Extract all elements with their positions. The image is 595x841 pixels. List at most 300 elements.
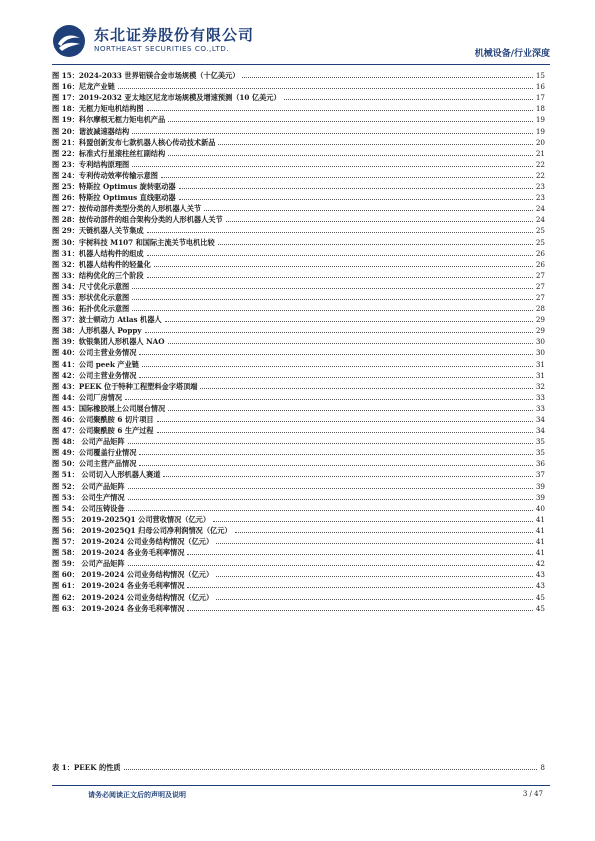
toc-figure-entry[interactable] — [52, 214, 545, 225]
toc-entry-label — [52, 425, 154, 436]
toc-entry-number: 图 27： — [52, 204, 79, 214]
toc-entry-page: 37 — [535, 470, 545, 480]
toc-leader-dots — [168, 409, 533, 411]
toc-entry-label — [52, 181, 176, 192]
toc-entry-number: 图 45： — [52, 403, 79, 413]
toc-figure-entry[interactable] — [52, 447, 545, 458]
toc-figure-entry[interactable] — [52, 370, 545, 381]
toc-figure-entry[interactable] — [52, 181, 545, 192]
header-divider — [52, 64, 550, 65]
toc-entry-page: 19 — [535, 126, 545, 136]
toc-entry-number: 图 21： — [52, 137, 79, 147]
toc-entry-label — [52, 392, 122, 403]
toc-entry-label — [52, 359, 139, 370]
toc-figure-entry[interactable] — [52, 558, 545, 569]
toc-leader-dots — [179, 198, 533, 200]
toc-leader-dots — [132, 298, 533, 300]
toc-figure-entry[interactable] — [52, 270, 545, 281]
toc-entry-page: 19 — [535, 115, 545, 125]
toc-entry-page: 30 — [535, 337, 545, 347]
toc-leader-dots — [168, 342, 533, 344]
toc-entry-page: 23 — [535, 182, 545, 192]
toc-entry-label — [52, 270, 144, 281]
toc-leader-dots — [187, 586, 532, 588]
disclaimer-note: 请务必阅读正文后的声明及说明 — [88, 791, 186, 799]
toc-entry-number: 图 33： — [52, 270, 79, 280]
toc-entry-title: 无框力矩电机结构图 — [78, 104, 144, 114]
toc-entry-page: 41 — [535, 514, 545, 524]
toc-entry-label — [52, 580, 184, 591]
toc-entry-label — [52, 525, 232, 536]
toc-entry-title: 公司覆盖行业情况 — [78, 448, 137, 458]
toc-entry-title: 按传动部件类型分类的人形机器人关节 — [78, 204, 202, 214]
toc-entry-number: 图 63： — [52, 603, 79, 613]
toc-entry-number: 图 46： — [52, 415, 79, 424]
toc-leader-dots — [168, 120, 533, 122]
toc-entry-number: 图 55： — [52, 514, 79, 524]
toc-figure-entry[interactable] — [52, 292, 545, 303]
toc-leader-dots — [132, 132, 533, 134]
toc-entry-page: 24 — [535, 204, 545, 214]
toc-leader-dots — [168, 154, 533, 156]
toc-entry-title: 公司厂房情况 — [78, 392, 123, 402]
toc-entry-number: 图 43： — [52, 381, 79, 391]
toc-entry-title: 标准式行星滚柱丝杠副结构 — [78, 148, 166, 158]
toc-entry-title: 2019-2024 各业务毛利率情况 — [78, 581, 185, 591]
toc-leader-dots — [187, 609, 532, 611]
toc-figure-entry[interactable] — [52, 225, 545, 236]
toc-entry-page: 35 — [535, 437, 545, 447]
toc-entry-number: 图 23： — [52, 159, 79, 169]
toc-entry-page: 31 — [535, 359, 545, 369]
toc-leader-dots — [132, 309, 533, 311]
toc-entry-title: 公司产品矩阵 — [78, 559, 125, 569]
toc-leader-dots — [132, 287, 533, 289]
toc-entry-page: 40 — [535, 503, 545, 513]
toc-leader-dots — [179, 187, 533, 189]
toc-entry-page: 32 — [535, 381, 545, 391]
toc-figure-entry[interactable] — [52, 480, 545, 491]
toc-figure-entry[interactable] — [52, 347, 545, 358]
toc-leader-dots — [154, 265, 533, 267]
toc-leader-dots — [226, 220, 533, 222]
toc-entry-title: 2024-2033 世界铝镁合金市场规模（十亿美元） — [78, 71, 240, 81]
toc-entry-page: 36 — [535, 459, 545, 469]
toc-entry-page: 35 — [535, 448, 545, 458]
toc-entry-label — [52, 492, 125, 503]
toc-leader-dots — [125, 398, 533, 400]
toc-entry-number: 图 28： — [52, 215, 79, 225]
page-number: 3 / 47 — [522, 790, 543, 798]
company-logo-icon — [52, 24, 86, 58]
toc-entry-label — [52, 514, 210, 525]
toc-entry-label — [52, 447, 136, 458]
toc-figure-entry[interactable] — [52, 159, 545, 170]
company-name-cn: 东北证券股份有限公司 — [94, 26, 255, 44]
toc-entry-number: 图 44： — [52, 392, 79, 402]
toc-entry-page: 25 — [535, 226, 545, 236]
toc-entry-page: 42 — [535, 559, 545, 569]
toc-leader-dots — [157, 431, 533, 433]
toc-entry-label — [52, 314, 162, 325]
toc-figure-entry[interactable] — [52, 170, 545, 181]
toc-entry-title: 公司主营业务情况 — [78, 370, 137, 380]
toc-entry-number: 图 19： — [52, 115, 79, 125]
toc-entry-title: 公司 peek 产业链 — [78, 359, 139, 369]
toc-entry-number: 图 56： — [52, 525, 79, 535]
toc-entry-title: 科盟创新发布七款机器人核心传动技术新品 — [78, 137, 216, 147]
toc-entry-title: 专利传动效率传输示意图 — [78, 170, 158, 180]
toc-entry-title: 公司聚酰胺 6 切片项目 — [78, 415, 154, 424]
toc-leader-dots — [128, 564, 533, 566]
toc-leader-dots — [147, 276, 533, 278]
toc-entry-title: 公司聚酰胺 6 生产过程 — [78, 426, 154, 436]
toc-entry-label — [52, 137, 215, 148]
toc-entry-page: 43 — [535, 581, 545, 591]
toc-figure-entry[interactable] — [52, 70, 545, 81]
toc-entry-number: 图 49： — [52, 448, 79, 458]
toc-entry-page: 23 — [535, 193, 545, 203]
toc-entry-page: 34 — [535, 415, 545, 424]
toc-figure-entry[interactable] — [52, 414, 545, 425]
toc-entry-page: 41 — [535, 525, 545, 535]
toc-figure-entry[interactable] — [52, 469, 545, 480]
toc-entry-number: 图 26： — [52, 193, 79, 203]
toc-entry-page: 41 — [535, 537, 545, 547]
toc-entry-number: 图 41： — [52, 359, 79, 369]
toc-entry-label — [52, 159, 129, 170]
toc-entry-number: 图 15： — [52, 71, 79, 81]
toc-entry-number: 图 61： — [52, 581, 79, 591]
toc-figure-entry[interactable] — [52, 325, 545, 336]
toc-leader-dots — [142, 365, 533, 367]
toc-leader-dots — [139, 464, 532, 466]
toc-entry-label — [52, 436, 125, 447]
toc-figure-entry[interactable] — [52, 259, 545, 270]
toc-entry-title: 2019-2032 亚太地区尼龙市场规模及增速预测（10 亿美元） — [78, 93, 281, 103]
toc-entry-label — [52, 292, 129, 303]
toc-entry-title: 2019-2024 公司业务结构情况（亿元） — [78, 537, 214, 547]
toc-entry-title: 人形机器人 Poppy — [78, 326, 142, 336]
toc-entry-title: 波士顿动力 Atlas 机器人 — [78, 315, 162, 325]
company-name-en: NORTHEAST SECURITIES CO.,LTD. — [94, 44, 230, 53]
toc-entry-number: 图 30： — [52, 237, 79, 247]
toc-entry-number: 图 57： — [52, 537, 79, 547]
toc-entry-title: 公司主营业务情况 — [78, 348, 137, 358]
toc-figure-entry[interactable] — [52, 569, 545, 580]
toc-leader-dots — [128, 487, 533, 489]
toc-entry-page: 20 — [535, 137, 545, 147]
toc-leader-dots — [147, 109, 533, 111]
figure-list — [52, 70, 545, 614]
toc-entry-label — [52, 303, 129, 314]
toc-leader-dots — [216, 542, 533, 544]
toc-entry-number: 表 1： — [52, 763, 74, 773]
toc-entry-title: 公司切入人形机器人赛道 — [78, 470, 161, 480]
toc-entry-title: 机器人结构件的组成 — [78, 248, 144, 258]
toc-entry-number: 图 58： — [52, 548, 79, 558]
toc-leader-dots — [187, 553, 532, 555]
toc-entry-number: 图 39： — [52, 337, 79, 347]
table-list — [52, 762, 545, 773]
toc-entry-page: 29 — [535, 326, 545, 336]
toc-entry-page: 39 — [535, 481, 545, 491]
toc-entry-number: 图 60： — [52, 570, 79, 580]
toc-leader-dots — [128, 509, 533, 511]
toc-figure-entry[interactable] — [52, 591, 545, 602]
toc-entry-title: 谐波减速器结构 — [78, 126, 130, 136]
toc-entry-number: 图 32： — [52, 259, 79, 269]
toc-entry-number: 图 20： — [52, 126, 79, 136]
toc-leader-dots — [216, 598, 533, 600]
toc-entry-page: 16 — [535, 82, 545, 92]
toc-entry-title: 尼龙产业链 — [78, 82, 115, 92]
toc-entry-page: 39 — [535, 492, 545, 502]
toc-entry-number: 图 18： — [52, 104, 79, 114]
toc-entry-label — [52, 203, 201, 214]
toc-entry-title: 天链机器人关节集成 — [78, 226, 144, 236]
toc-entry-number: 图 59： — [52, 559, 79, 569]
toc-entry-page: 41 — [535, 548, 545, 558]
toc-figure-entry[interactable] — [52, 403, 545, 414]
toc-entry-number: 图 22： — [52, 148, 79, 158]
toc-entry-title: 机器人结构件的轻量化 — [78, 259, 151, 269]
toc-entry-number: 图 40： — [52, 348, 79, 358]
toc-entry-title: 2019-2024 各业务毛利率情况 — [78, 603, 185, 613]
toc-figure-entry[interactable] — [52, 547, 545, 558]
toc-entry-number: 图 38： — [52, 326, 79, 336]
toc-entry-title: 2019-2024 公司业务结构情况（亿元） — [78, 592, 214, 602]
toc-leader-dots — [218, 243, 533, 245]
toc-leader-dots — [284, 98, 533, 100]
toc-leader-dots — [218, 143, 532, 145]
toc-entry-title: 公司生产情况 — [78, 492, 125, 502]
toc-entry-label — [52, 603, 184, 614]
toc-figure-entry[interactable] — [52, 392, 545, 403]
toc-entry-title: 2019-2025Q1 归母公司净利润情况（亿元） — [78, 525, 232, 535]
toc-entry-label — [52, 481, 125, 492]
toc-entry-label — [52, 237, 215, 248]
toc-entry-number: 图 29： — [52, 226, 79, 236]
toc-entry-number: 图 42： — [52, 370, 79, 380]
toc-entry-title: 2019-2024 各业务毛利率情况 — [78, 548, 185, 558]
toc-entry-label — [52, 414, 154, 425]
toc-entry-number: 图 54： — [52, 503, 79, 513]
toc-leader-dots — [204, 209, 533, 211]
toc-entry-title: 公司产品矩阵 — [78, 437, 125, 447]
toc-entry-number: 图 25： — [52, 182, 79, 192]
toc-leader-dots — [124, 768, 538, 770]
toc-entry-number: 图 62： — [52, 592, 79, 602]
toc-entry-page: 21 — [535, 148, 545, 158]
toc-figure-entry[interactable] — [52, 203, 545, 214]
toc-entry-page: 27 — [535, 270, 545, 280]
toc-entry-label — [52, 503, 125, 514]
toc-entry-page: 34 — [535, 426, 545, 436]
toc-entry-number: 图 51： — [52, 470, 79, 480]
toc-figure-entry[interactable] — [52, 492, 545, 503]
toc-figure-entry[interactable] — [52, 458, 545, 469]
toc-figure-entry[interactable] — [52, 603, 545, 614]
toc-entry-page: 25 — [535, 237, 545, 247]
toc-figure-entry[interactable] — [52, 192, 545, 203]
toc-figure-entry[interactable] — [52, 248, 545, 259]
toc-entry-page: 43 — [535, 570, 545, 580]
toc-entry-label — [52, 92, 281, 103]
toc-entry-number: 图 34： — [52, 281, 79, 291]
toc-entry-label — [52, 536, 213, 547]
toc-entry-page: 30 — [535, 348, 545, 358]
toc-entry-label — [52, 114, 165, 125]
toc-entry-page: 17 — [535, 93, 545, 103]
toc-leader-dots — [163, 475, 532, 477]
toc-entry-label — [52, 458, 136, 469]
toc-figure-entry[interactable] — [52, 425, 545, 436]
toc-leader-dots — [242, 76, 532, 78]
toc-leader-dots — [216, 575, 533, 577]
toc-entry-label — [52, 469, 160, 480]
toc-figure-entry[interactable] — [52, 503, 545, 514]
toc-entry-label — [52, 403, 165, 414]
toc-entry-page: 29 — [535, 315, 545, 325]
toc-leader-dots — [161, 176, 533, 178]
toc-entry-label — [52, 248, 144, 259]
toc-entry-number: 图 16： — [52, 82, 79, 92]
toc-entry-label — [52, 170, 158, 181]
toc-figure-entry[interactable] — [52, 580, 545, 591]
toc-figure-entry[interactable] — [52, 303, 545, 314]
toc-entry-label — [52, 336, 165, 347]
toc-leader-dots — [139, 453, 532, 455]
toc-figure-entry[interactable] — [52, 525, 545, 536]
toc-entry-number: 图 48： — [52, 437, 79, 447]
toc-entry-number: 图 53： — [52, 492, 79, 502]
toc-entry-title: 公司产品矩阵 — [78, 481, 125, 491]
toc-entry-label — [52, 126, 129, 137]
toc-entry-title: 尺寸优化示意图 — [78, 281, 130, 291]
toc-leader-dots — [165, 320, 533, 322]
toc-entry-number: 图 31： — [52, 248, 79, 258]
toc-figure-entry[interactable] — [52, 81, 545, 92]
toc-entry-title: 结构优化的三个阶段 — [78, 270, 144, 280]
report-type: 机械设备/行业深度 — [474, 49, 550, 59]
toc-leader-dots — [200, 387, 532, 389]
toc-figure-entry[interactable] — [52, 436, 545, 447]
footer-divider — [52, 785, 550, 786]
toc-entry-page: 18 — [535, 104, 545, 114]
toc-leader-dots — [235, 531, 533, 533]
toc-entry-page: 26 — [535, 248, 545, 258]
toc-leader-dots — [147, 254, 533, 256]
toc-entry-number: 图 37： — [52, 315, 79, 325]
toc-entry-title: 按传动部件的组合架构分类的人形机器人关节 — [78, 215, 223, 225]
toc-figure-entry[interactable] — [52, 281, 545, 292]
toc-entry-label — [52, 192, 176, 203]
toc-entry-title: 专利结构原理图 — [78, 159, 130, 169]
toc-entry-label — [52, 592, 213, 603]
toc-entry-title: 特斯拉 Optimus 旋转驱动器 — [78, 182, 176, 192]
toc-entry-number: 图 47： — [52, 426, 79, 436]
toc-entry-label — [52, 325, 142, 336]
page-header — [52, 20, 550, 64]
toc-entry-title: 特斯拉 Optimus 直线驱动器 — [78, 193, 176, 203]
toc-leader-dots — [132, 165, 533, 167]
toc-figure-entry[interactable] — [52, 137, 545, 148]
toc-entry-page: 27 — [535, 281, 545, 291]
toc-entry-label — [52, 81, 115, 92]
toc-entry-title: 2019-2025Q1 公司营收情况（亿元） — [78, 514, 211, 524]
toc-entry-title: 公司主营产品情况 — [78, 459, 137, 469]
toc-figure-entry[interactable] — [52, 103, 545, 114]
toc-entry-title: 国际橡胶展上公司展台情况 — [78, 403, 166, 413]
toc-entry-label — [52, 762, 121, 773]
toc-entry-label — [52, 569, 213, 580]
toc-leader-dots — [118, 87, 533, 89]
toc-figure-entry[interactable] — [52, 148, 545, 159]
toc-entry-page: 45 — [535, 592, 545, 602]
toc-entry-title: 形状优化示意图 — [78, 292, 130, 302]
toc-figure-entry[interactable] — [52, 236, 545, 247]
toc-entry-title: PEEK 位于特种工程塑料金字塔顶端 — [78, 381, 198, 391]
toc-entry-label — [52, 214, 223, 225]
toc-entry-page: 22 — [535, 159, 545, 169]
toc-entry-page: 15 — [535, 71, 545, 81]
toc-entry-page: 27 — [535, 292, 545, 302]
toc-entry-title: PEEK 的性质 — [73, 763, 121, 773]
toc-entry-title: 公司压铸设备 — [78, 503, 125, 513]
toc-entry-page: 33 — [535, 392, 545, 402]
toc-figure-entry[interactable] — [52, 358, 545, 369]
toc-figure-entry[interactable] — [52, 514, 545, 525]
toc-figure-entry[interactable] — [52, 114, 545, 125]
toc-entry-label — [52, 225, 144, 236]
toc-entry-page: 28 — [535, 304, 545, 314]
toc-figure-entry[interactable] — [52, 536, 545, 547]
toc-leader-dots — [128, 498, 533, 500]
toc-leader-dots — [147, 231, 533, 233]
toc-figure-entry[interactable] — [52, 381, 545, 392]
toc-entry-label — [52, 70, 239, 81]
toc-entry-page: 33 — [535, 403, 545, 413]
toc-leader-dots — [213, 520, 533, 522]
toc-entry-number: 图 35： — [52, 292, 79, 302]
toc-entry-label — [52, 547, 184, 558]
toc-entry-number: 图 50： — [52, 459, 79, 469]
toc-entry-label — [52, 347, 136, 358]
toc-entry-number: 图 24： — [52, 170, 79, 180]
toc-figure-entry[interactable] — [52, 125, 545, 136]
toc-entry-label — [52, 281, 129, 292]
toc-entry-page: 22 — [535, 170, 545, 180]
toc-entry-page: 31 — [535, 370, 545, 380]
toc-entry-title: 宇树科技 M107 和国际主流关节电机比较 — [78, 237, 215, 247]
toc-entry-label — [52, 370, 136, 381]
toc-entry-label — [52, 259, 151, 270]
toc-figure-entry[interactable] — [52, 336, 545, 347]
toc-table-entry[interactable] — [52, 762, 545, 773]
toc-leader-dots — [139, 376, 532, 378]
toc-entry-number: 图 36： — [52, 304, 79, 314]
toc-leader-dots — [145, 331, 533, 333]
toc-entry-label — [52, 148, 165, 159]
toc-figure-entry[interactable] — [52, 92, 545, 103]
toc-leader-dots — [139, 353, 532, 355]
toc-entry-page: 8 — [540, 763, 545, 773]
toc-entry-page: 45 — [535, 603, 545, 613]
toc-entry-page: 26 — [535, 259, 545, 269]
toc-entry-number: 图 17： — [52, 93, 79, 103]
toc-figure-entry[interactable] — [52, 314, 545, 325]
